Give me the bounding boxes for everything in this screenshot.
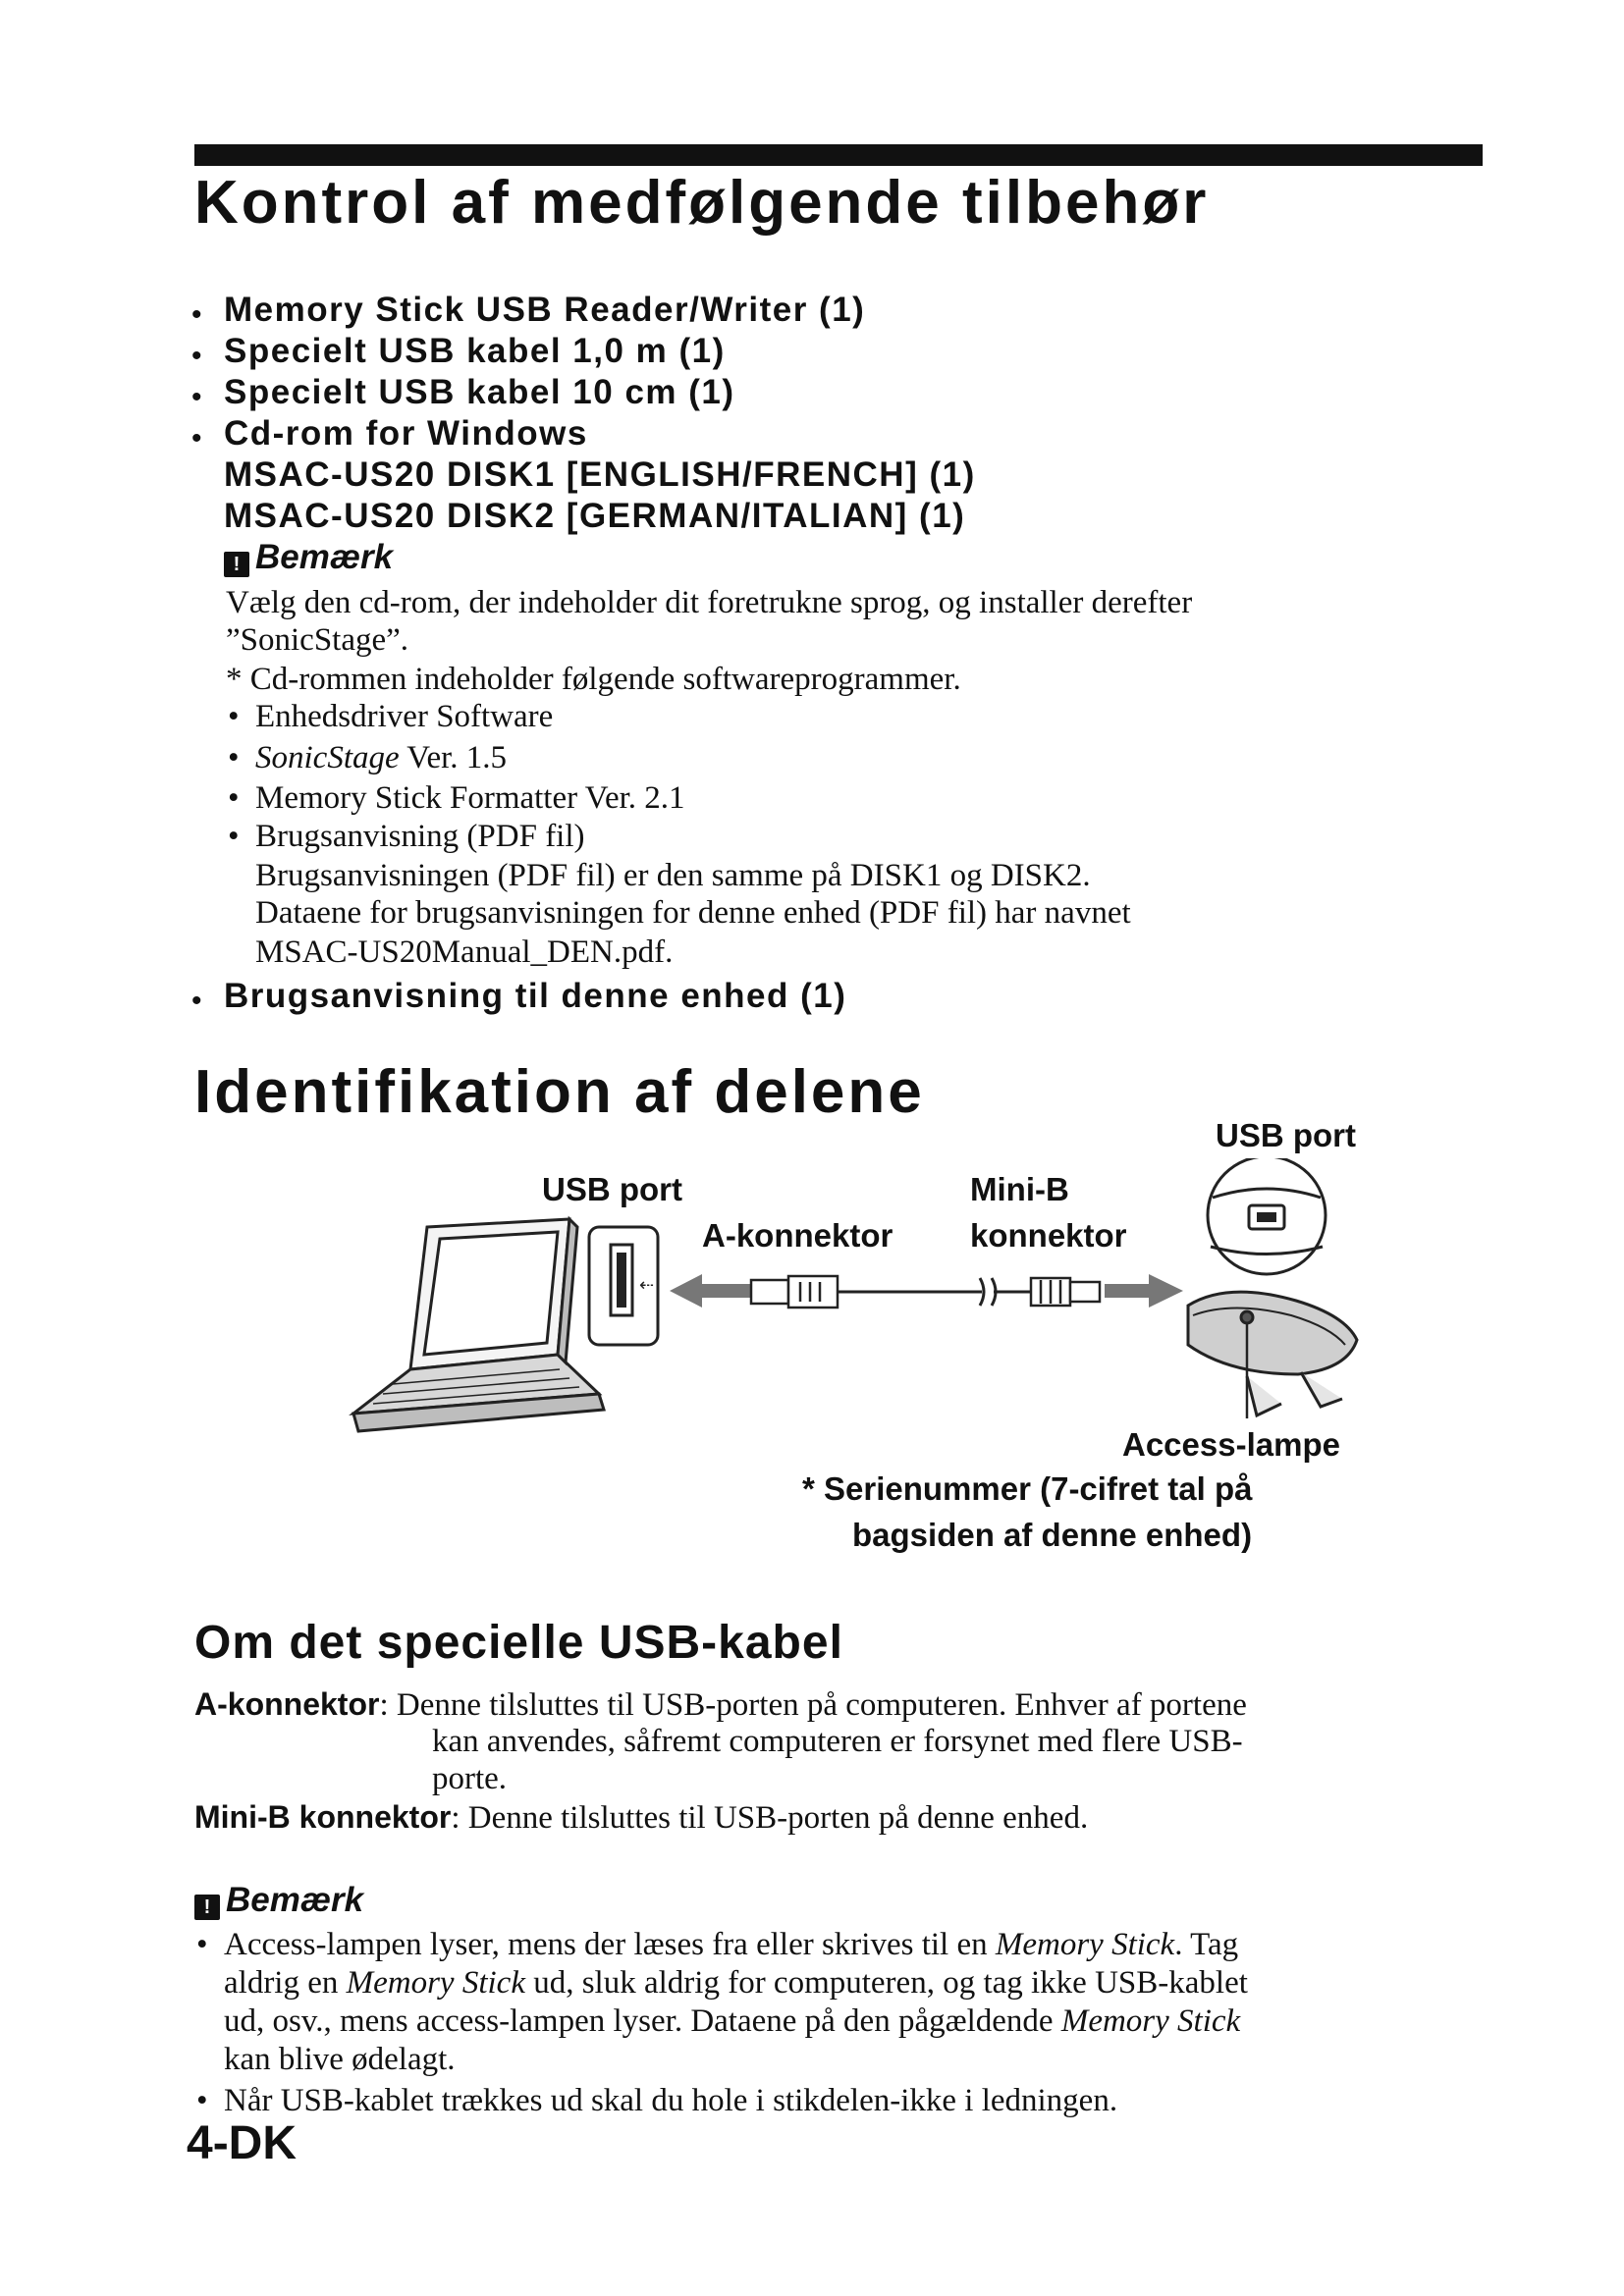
- a-konnektor-line-3: porte.: [432, 1761, 508, 1796]
- software-sonicstage: SonicStage Ver. 1.5: [255, 740, 508, 775]
- a-connector-icon: [751, 1276, 838, 1308]
- software-manual: Brugsanvisning (PDF fil): [255, 819, 585, 854]
- note2-line-1: Access-lampen lyser, mens der læses fra eller skrives til en Memory Stick. Tag: [224, 1927, 1239, 1962]
- device-port-closeup: [1208, 1158, 1326, 1274]
- item-usb-cable-1m: Specielt USB kabel 1,0 m (1): [224, 332, 726, 370]
- label-usb-port-computer: USB port: [542, 1171, 682, 1207]
- page-number: 4-DK: [187, 2117, 298, 2169]
- disk2-line: MSAC-US20 DISK2 [GERMAN/ITALIAN] (1): [224, 497, 966, 535]
- label-a-konnektor: A-konnektor: [702, 1217, 893, 1254]
- top-rule: [194, 144, 1483, 166]
- label-konnektor: konnektor: [970, 1217, 1127, 1254]
- manual-line-1: Brugsanvisningen (PDF fil) er den samme på DISK1 og DISK2.: [255, 858, 1091, 893]
- laptop-illustration: [353, 1219, 604, 1431]
- item-manual: Brugsanvisning til denne enhed (1): [224, 977, 847, 1015]
- note-line-2: ”SonicStage”.: [226, 622, 409, 658]
- software-intro: * Cd-rommen indeholder følgende softwareprogrammer.: [226, 662, 961, 697]
- bullet-icon: •: [191, 340, 202, 372]
- note-title: Bemærk: [255, 538, 394, 576]
- label-serial-1: * Serienummer (7-cifret tal på: [802, 1470, 1253, 1507]
- bullet-icon: •: [228, 780, 240, 816]
- label-mini-b: Mini-B: [970, 1171, 1069, 1207]
- usb-port-closeup: [589, 1227, 658, 1345]
- usb-cable: [838, 1278, 1031, 1306]
- arrow-left-icon: [670, 1274, 751, 1308]
- note-icon: !: [224, 552, 249, 577]
- section-title-parts: Identifikation af delene: [194, 1058, 925, 1126]
- note-title: Bemærk: [226, 1881, 364, 1919]
- note-icon: !: [194, 1895, 220, 1920]
- bullet-icon: •: [196, 2083, 208, 2118]
- software-formatter: Memory Stick Formatter Ver. 2.1: [255, 780, 685, 816]
- mini-b-connector-icon: [1031, 1278, 1100, 1306]
- note2-line-2: aldrig en Memory Stick ud, sluk aldrig for computeren, og tag ikke USB-kablet: [224, 1965, 1248, 2001]
- a-konnektor-line-2: kan anvendes, såfremt computeren er forsynet med flere USB-: [432, 1724, 1243, 1759]
- bullet-icon: •: [228, 740, 240, 775]
- label-access-lampe: Access-lampe: [1122, 1426, 1340, 1463]
- bullet-icon: •: [191, 985, 202, 1017]
- bullet-icon: •: [191, 422, 202, 454]
- arrow-right-icon: [1105, 1274, 1183, 1308]
- label-serial-2: bagsiden af denne enhed): [852, 1517, 1253, 1553]
- item-usb-cable-10cm: Specielt USB kabel 10 cm (1): [224, 373, 735, 411]
- manual-line-3: MSAC-US20Manual_DEN.pdf.: [255, 934, 674, 970]
- bullet-icon: •: [228, 699, 240, 734]
- a-konnektor-entry: A-konnektor: Denne tilsluttes til USB-porten på computeren. Enhver af portene: [194, 1686, 1247, 1723]
- mini-b-entry: Mini-B konnektor: Denne tilsluttes til USB-porten på denne enhed.: [194, 1799, 1089, 1836]
- connection-diagram: [265, 1158, 1384, 1443]
- note2-line-4: kan blive ødelagt.: [224, 2042, 456, 2077]
- manual-line-2: Dataene for brugsanvisningen for denne enhed (PDF fil) har navnet: [255, 895, 1131, 931]
- note2-bullet-2: Når USB-kablet trækkes ud skal du hole i stikdelen-ikke i ledningen.: [224, 2083, 1118, 2118]
- note-line-1: Vælg den cd-rom, der indeholder dit foretrukne sprog, og installer derefter: [226, 585, 1193, 620]
- item-reader-writer: Memory Stick USB Reader/Writer (1): [224, 291, 866, 329]
- note-heading-1: [224, 540, 393, 577]
- section-title-accessories: Kontrol af medfølgende tilbehør: [194, 169, 1210, 237]
- svg-text:⇠: ⇠: [639, 1275, 655, 1296]
- item-cdrom: Cd-rom for Windows: [224, 414, 588, 453]
- note-heading-2: [194, 1883, 363, 1920]
- reader-writer-device: [1188, 1292, 1357, 1418]
- bullet-icon: •: [228, 819, 240, 854]
- label-usb-port-device: USB port: [1216, 1117, 1356, 1153]
- note2-line-3: ud, osv., mens access-lampen lyser. Dataene på den pågældende Memory Stick: [224, 2003, 1241, 2039]
- bullet-icon: •: [191, 381, 202, 413]
- disk1-line: MSAC-US20 DISK1 [ENGLISH/FRENCH] (1): [224, 455, 976, 494]
- bullet-icon: •: [191, 298, 202, 331]
- bullet-icon: •: [196, 1927, 208, 1962]
- section-title-usb-cable: Om det specielle USB-kabel: [194, 1617, 843, 1669]
- software-driver: Enhedsdriver Software: [255, 699, 554, 734]
